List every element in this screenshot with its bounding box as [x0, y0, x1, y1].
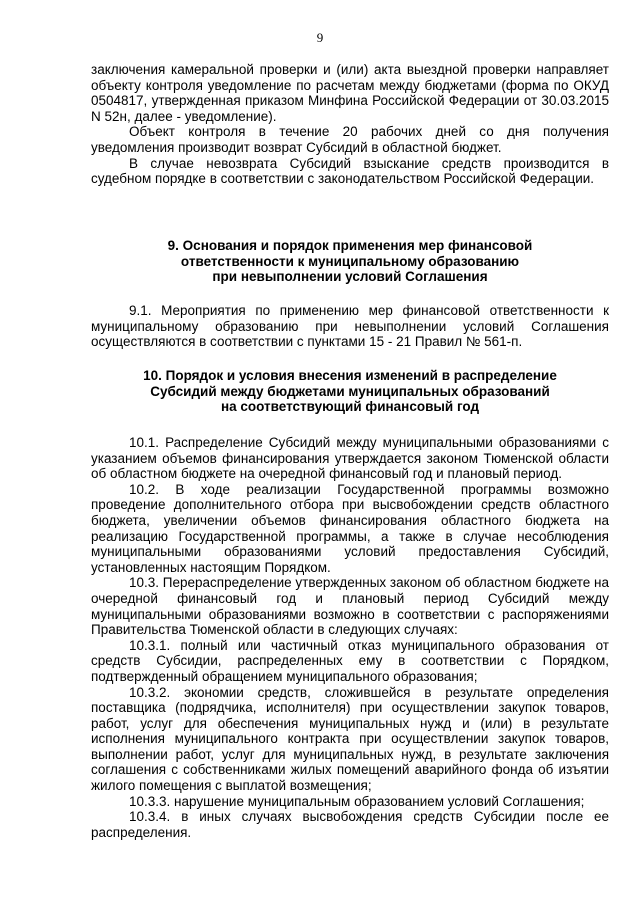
- heading-line: ответственности к муниципальному образованию: [180, 253, 520, 269]
- paragraph-block-continuation: [91, 62, 609, 187]
- paragraph: В случае невозврата Субсидий взыскание средств производится в судебном порядке в соответствии с законодательством Российской Федерации.: [91, 155, 609, 187]
- paragraph: 10.1. Распределение Субсидий между муниципальными образованиями с указанием объемов финансирования утверждается законом Тюменской области об областном бюджете на очередной финансовый год и плановый период.: [91, 435, 609, 482]
- section-10-body: [91, 435, 609, 840]
- section-9-body: [91, 303, 609, 350]
- section-10-heading: [91, 368, 609, 415]
- paragraph: 10.3. Перераспределение утвержденных законом об областном бюджете на очередной финансовый год и плановый период Субсидий между муниципальными образованиями возможно в соответствии с распоряжениями Правительства Тюменской области в следующих случаях:: [91, 575, 609, 638]
- paragraph: 10.3.2. экономии средств, сложившейся в результате определения поставщика (подрядчика, исполнителя) при осуществлении закупок товаров, работ, услуг для обеспечения муниципальных нужд и (или) в результате исполнения муниципального контракта при осуществлении закупок товаров, выполнении работ, услуг для муниципальных нужд, в результате заключения соглашения с собственниками жилых помещений аварийного фонда об изъятии жилого помещения с выплатой возмещения;: [91, 684, 609, 794]
- heading-line: при невыполнении условий Соглашения: [212, 269, 488, 285]
- paragraph: 10.3.4. в иных случаях высвобождения средств Субсидии после ее распределения.: [91, 809, 609, 840]
- heading-line: 10. Порядок и условия внесения изменений в распределение: [143, 368, 557, 383]
- heading-line: 9. Основания и порядок применения мер финансовой: [167, 238, 533, 253]
- paragraph: заключения камеральной проверки и (или) акта выездной проверки направляет объекту контроля уведомление по расчетам между бюджетами (форма по ОКУД 0504817, утвержденная приказом Минфина Российской Федерации от 30.03.2015 N 52н, далее - уведомление).: [91, 62, 609, 124]
- paragraph: 9.1. Мероприятия по применению мер финансовой ответственности к муниципальному образованию при невыполнении условий Соглашения осуществляются в соответствии с пунктами 15 - 21 Правил № 561-п.: [91, 303, 609, 350]
- section-9-heading: [91, 238, 609, 285]
- heading-line: на соответствующий финансовый год: [220, 399, 480, 415]
- paragraph: 10.3.1. полный или частичный отказ муниципального образования от средств Субсидии, распределенных ему в соответствии с Порядком, подтвержденный обращением муниципального образования;: [91, 637, 609, 684]
- paragraph: 10.3.3. нарушение муниципальным образованием условий Соглашения;: [129, 793, 585, 809]
- page-number: 9: [316, 30, 324, 45]
- paragraph: 10.2. В ходе реализации Государственной программы возможно проведение дополнительного отбора при высвобождении средств областного бюджета, увеличении объемов финансирования областного бюджета на реализацию Государственной программы, а также в случае несоблюдения муниципальными образованиями условий предоставления Субсидий, установленных настоящим Порядком.: [91, 481, 609, 575]
- heading-line: Субсидий между бюджетами муниципальных образований: [150, 383, 550, 399]
- paragraph: Объект контроля в течение 20 рабочих дней со дня получения уведомления производит возврат Субсидий в областной бюджет.: [91, 124, 609, 155]
